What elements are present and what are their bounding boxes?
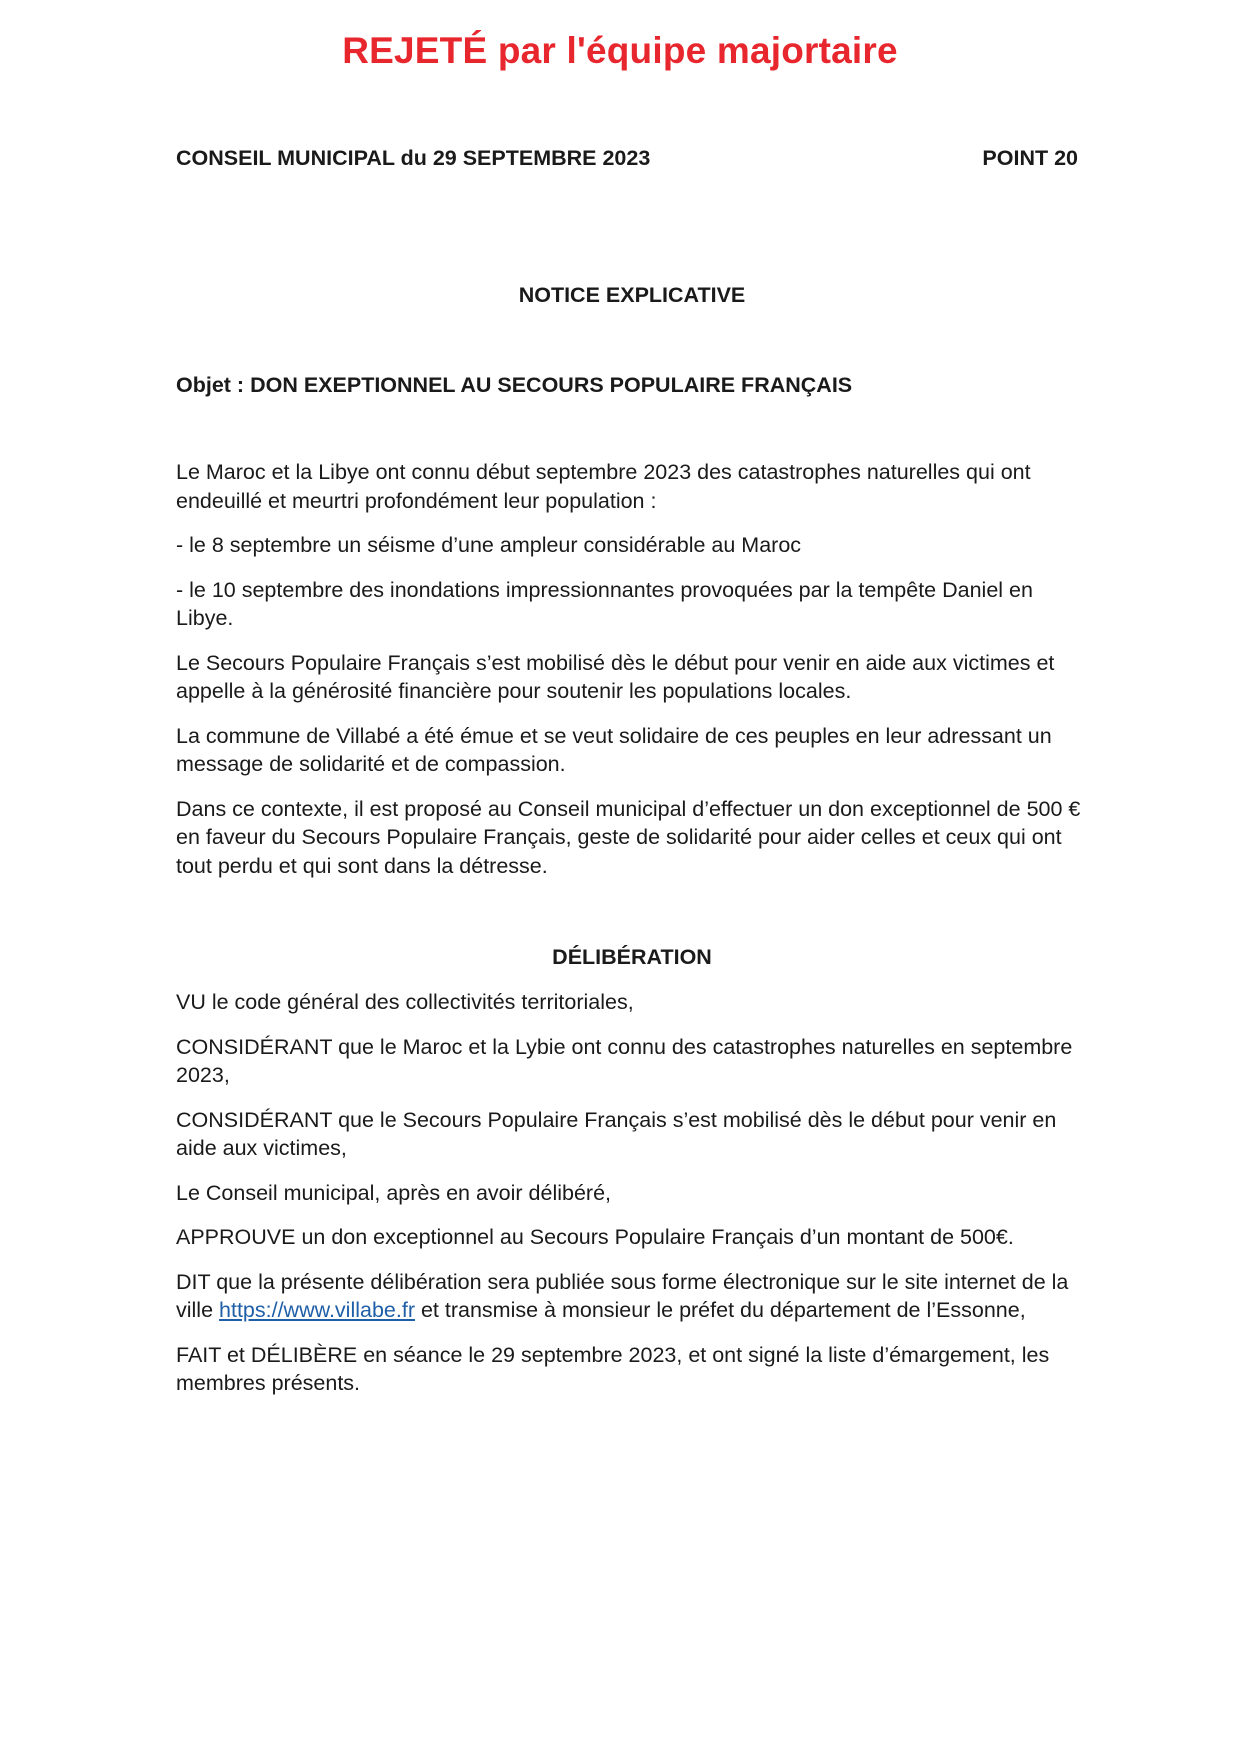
objet-text: DON EXEPTIONNEL AU SECOURS POPULAIRE FRANÇAIS	[250, 373, 853, 397]
document-header	[176, 146, 1078, 171]
deliberation-vu: VU le code général des collectivités territoriales,	[176, 990, 634, 1014]
deliberation-considerant-1: CONSIDÉRANT que le Maroc et la Lybie ont connu des catastrophes naturelles en septembre 2023,	[176, 1034, 1073, 1087]
notice-paragraph: La commune de Villabé a été émue et se veut solidaire de ces peuples en leur adressant un message de solidarité et de compassion.	[176, 723, 1052, 776]
notice-paragraph: - le 10 septembre des inondations impressionnantes provoquées par la tempête Daniel en Libye.	[176, 577, 1033, 630]
villabe-website-link[interactable]: https://www.villabe.fr	[219, 1298, 415, 1322]
point-number: POINT 20	[982, 146, 1078, 170]
notice-paragraph: Le Maroc et la Libye ont connu début septembre 2023 des catastrophes naturelles qui ont endeuillé et meurtri profondément leur population :	[176, 460, 1031, 513]
deliberation-title: DÉLIBÉRATION	[552, 945, 712, 969]
objet-label: Objet :	[176, 373, 245, 397]
deliberation-fait: FAIT et DÉLIBÈRE en séance le 29 septembre 2023, et ont signé la liste d’émargement, les membres présents.	[176, 1342, 1050, 1395]
notice-paragraph: Dans ce contexte, il est proposé au Conseil municipal d’effectuer un don exceptionnel de 500 € en faveur du Secours Populaire Français, geste de solidarité pour aider celles et ceux qui ont tout perdu et qui sont dans la détresse.	[176, 796, 1081, 878]
notice-body	[176, 458, 1096, 896]
deliberation-dit	[176, 1268, 1096, 1325]
notice-paragraph: - le 8 septembre un séisme d’une ampleur considérable au Maroc	[176, 533, 802, 557]
notice-paragraph: Le Secours Populaire Français s’est mobilisé dès le début pour venir en aide aux victimes et appelle à la générosité financière pour soutenir les populations locales.	[176, 650, 1055, 703]
rejected-stamp: REJETÉ par l'équipe majortaire	[342, 30, 898, 71]
objet-line	[176, 373, 852, 398]
deliberation-body	[176, 988, 1096, 1414]
dit-text-after: et transmise à monsieur le préfet du département de l’Essonne,	[414, 1298, 1026, 1322]
meeting-date-label: CONSEIL MUNICIPAL du 29 SEPTEMBRE 2023	[176, 146, 651, 170]
deliberation-considerant-2: CONSIDÉRANT que le Secours Populaire Français s’est mobilisé dès le début pour venir en aide aux victimes,	[176, 1107, 1057, 1160]
notice-title: NOTICE EXPLICATIVE	[518, 283, 746, 307]
dit-text-before: DIT que la présente délibération sera publiée sous forme électronique sur le site internet de la ville	[176, 1269, 1069, 1322]
deliberation-conseil: Le Conseil municipal, après en avoir délibéré,	[176, 1180, 612, 1205]
deliberation-approuve: APPROUVE un don exceptionnel au Secours Populaire Français d’un montant de 500€.	[176, 1225, 1014, 1249]
